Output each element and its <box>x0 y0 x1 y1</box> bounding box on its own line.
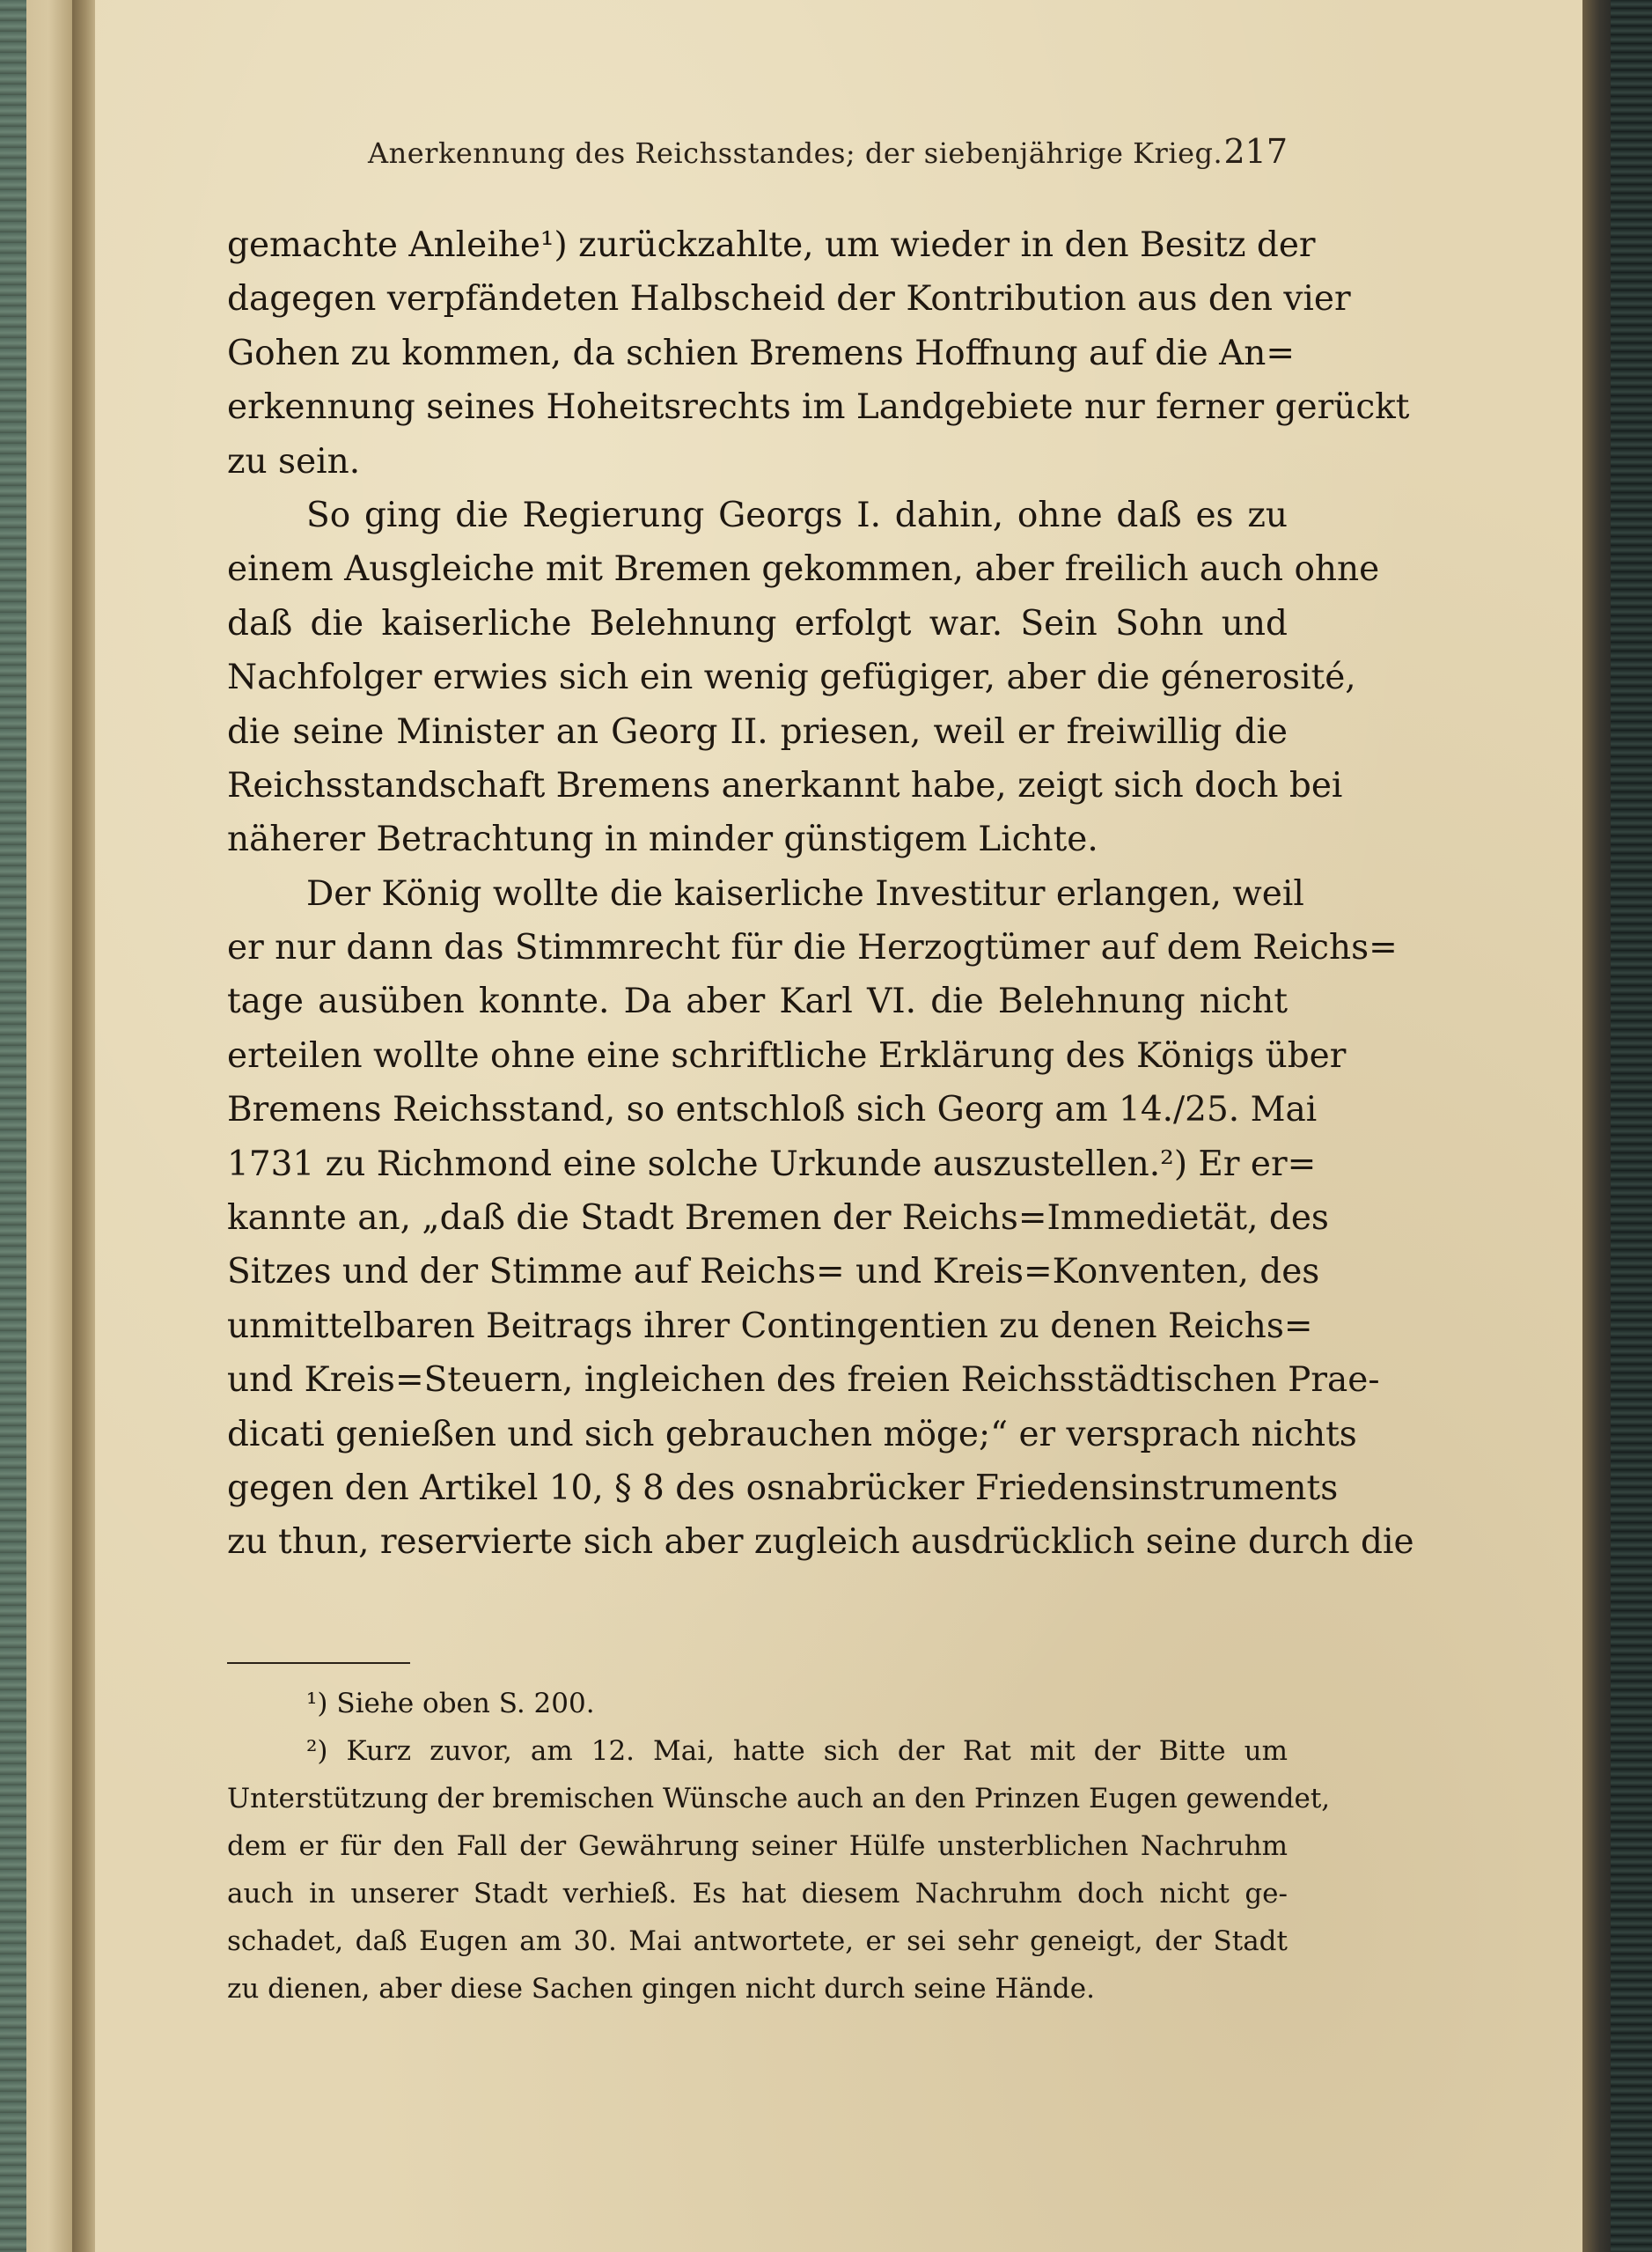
footnote-line: ¹) Siehe oben S. 200. <box>306 1688 595 1719</box>
footnote-separator <box>227 1662 410 1664</box>
body-line: näherer Betrachtung in minder günstigem Lichte. <box>227 820 1098 860</box>
body-line: Sitzes und der Stimme auf Reichs= und Kreis=Konventen, des <box>227 1252 1320 1292</box>
body-line: 1731 zu Richmond eine solche Urkunde auszustellen.²) Er er= <box>227 1144 1317 1184</box>
body-line: Bremens Reichsstand, so entschloß sich Georg am 14./25. Mai <box>227 1090 1318 1130</box>
body-line: dagegen verpfändeten Halbscheid der Kontribution aus den vier <box>227 279 1351 320</box>
body-line: Nachfolger erwies sich ein wenig gefügiger, aber die génerosité, <box>227 658 1356 698</box>
body-line: dicati genießen und sich gebrauchen möge;“ er versprach nichts <box>227 1414 1357 1454</box>
body-line: er nur dann das Stimmrecht für die Herzogtümer auf dem Reichs= <box>227 928 1398 968</box>
body-line: Gohen zu kommen, da schien Bremens Hoffnung auf die An= <box>227 333 1296 373</box>
body-line: erteilen wollte ohne eine schriftliche Erklärung des Königs über <box>227 1035 1347 1076</box>
footnote-line: Unterstützung der bremischen Wünsche auch an den Prinzen Eugen gewendet, <box>227 1783 1331 1814</box>
body-line: erkennung seines Hoheitsrechts im Landgebiete nur ferner gerückt <box>227 387 1410 428</box>
body-line: unmittelbaren Beitrags ihrer Contingentien zu denen Reichs= <box>227 1306 1313 1346</box>
right-binding-strip <box>1611 0 1652 2252</box>
body-line: und Kreis=Steuern, ingleichen des freien Reichsstädtischen Prae- <box>227 1360 1380 1401</box>
body-line: Der König wollte die kaiserliche Investitur erlangen, weil <box>306 873 1304 914</box>
body-line: die seine Minister an Georg II. priesen, weil er freiwillig die <box>227 711 1288 752</box>
body-line: So ging die Regierung Georgs I. dahin, ohne daß es zu <box>306 495 1288 535</box>
body-line: daß die kaiserliche Belehnung erfolgt war. Sein Sohn und <box>227 603 1288 644</box>
body-text <box>227 218 1414 1570</box>
body-line: gemachte Anleihe¹) zurückzahlte, um wieder in den Besitz der <box>227 225 1316 265</box>
body-line: einem Ausgleiche mit Bremen gekommen, aber freilich auch ohne <box>227 549 1380 590</box>
footnote-line: auch in unserer Stadt verhieß. Es hat diesem Nachruhm doch nicht ge- <box>227 1878 1288 1910</box>
footnote-line: schadet, daß Eugen am 30. Mai antwortete, er sei sehr geneigt, der Stadt <box>227 1925 1288 1957</box>
body-line: zu sein. <box>227 441 361 482</box>
footnotes <box>227 1680 1331 2013</box>
running-head <box>368 132 1288 185</box>
left-binding-strip <box>0 0 26 2252</box>
footnote-line: dem er für den Fall der Gewährung seiner Hülfe unsterblichen Nachruhm <box>227 1830 1288 1862</box>
page-number: 217 <box>1223 132 1288 171</box>
running-head-title: Anerkennung des Reichsstandes; der siebenjährige Krieg. <box>368 136 1223 170</box>
body-line: tage ausüben konnte. Da aber Karl VI. die Belehnung nicht <box>227 982 1288 1022</box>
body-line: zu thun, reservierte sich aber zugleich ausdrücklich seine durch die <box>227 1522 1414 1563</box>
body-line: Reichsstandschaft Bremens anerkannt habe, zeigt sich doch bei <box>227 765 1343 806</box>
body-line: kannte an, „daß die Stadt Bremen der Reichs=Immedietät, des <box>227 1198 1329 1239</box>
footnote-line: zu dienen, aber diese Sachen gingen nicht durch seine Hände. <box>227 1973 1095 2005</box>
footnote-line: ²) Kurz zuvor, am 12. Mai, hatte sich der Rat mit der Bitte um <box>306 1735 1288 1767</box>
body-line: gegen den Artikel 10, § 8 des osnabrücker Friedensinstruments <box>227 1468 1339 1508</box>
